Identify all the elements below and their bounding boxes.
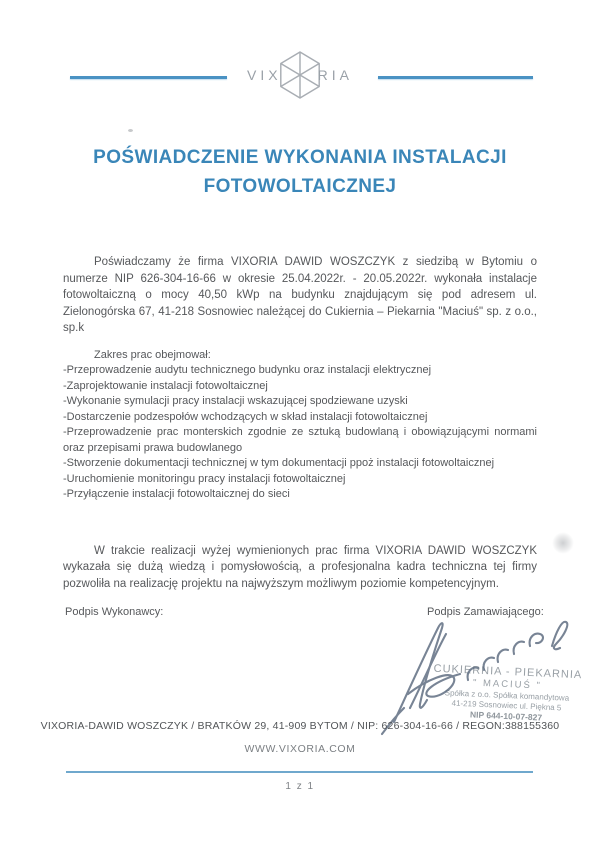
document-title-line1: POŚWIADCZENIE WYKONANIA INSTALACJI xyxy=(93,147,507,168)
stamp-address: 41-219 Sosnowiec ul. Piękna 5 xyxy=(451,698,562,713)
scope-item: -Dostarczenie podzespołów wchodzących w skład instalacji fotowoltaicznej xyxy=(63,410,428,423)
page-number: 1 z 1 xyxy=(285,781,315,792)
vixoria-logo xyxy=(0,50,600,100)
scope-item: -Przyłączenie instalacji fotowoltaicznej do sieci xyxy=(63,488,290,500)
scope-heading: Zakres prac obejmował: xyxy=(94,348,211,361)
footer-rule xyxy=(66,771,533,773)
scope-item: -Wykonanie symulacji pracy instalacji wskazującej spodziewane uzyski xyxy=(63,395,408,407)
scope-item: -Przeprowadzenie audytu technicznego budynku oraz instalacji elektrycznej xyxy=(63,364,432,376)
scope-item: -Przeprowadzenie prac monterskich zgodnie ze sztuką budowlaną i obowiązującymi normami oraz przepisami prawa budowlanego xyxy=(63,426,537,454)
scope-item: -Uruchomienie monitoringu pracy instalacji fotowoltaicznej xyxy=(63,472,346,485)
stamp-company-name: CUKIERNIA - PIEKARNIA xyxy=(433,662,583,682)
intro-paragraph: Poświadczamy że firma VIXORIA DAWID WOSZCZYK z siedzibą w Bytomiu o numerze NIP 626-304-16-66 w okresie 25.04.2022r. - 20.05.2022r. wykonała instalacje fotowoltaiczną o mocy 40,50 kWp na budynku znajdującym się pod adresem ul. Zielonogórska 67, 41-218 Sosnowiec należącej do Cukiernia – Piekarnia "Maciuś" sp. z o.o., sp.k xyxy=(63,256,537,334)
footer-website: WWW.VIXORIA.COM xyxy=(244,743,356,755)
client-signature-label: Podpis Zamawiającego: xyxy=(427,606,544,618)
scan-smudge xyxy=(552,532,574,554)
document-title-line2: FOTOWOLTAICZNEJ xyxy=(203,176,397,197)
logo-text-vix: VIX xyxy=(247,67,282,83)
footer-company-info: VIXORIA-DAWID WOSZCZYK / BRATKÓW 29, 41-909 BYTOM / NIP: 626-304-16-66 / REGON:388155360 xyxy=(40,720,560,732)
contractor-signature-label: Podpis Wykonawcy: xyxy=(65,606,164,618)
scope-item: -Stworzenie dokumentacji technicznej w tym dokumentacji ppoż instalacji fotowoltaicznej xyxy=(63,457,495,469)
stamp-brand-name: " MACIUŚ " xyxy=(472,677,543,692)
document-title xyxy=(0,143,600,201)
hexagon-wireframe-icon xyxy=(276,50,324,100)
header-rule-right xyxy=(378,76,533,79)
stamp-nip: NIP 644-10-07-827 xyxy=(469,709,543,723)
document-body xyxy=(63,254,537,593)
logo-text-ria: RIA xyxy=(317,67,353,83)
stamp-legal-form: Spółka z o.o. Spółka komandytowa xyxy=(444,688,570,703)
scan-speck xyxy=(128,129,133,132)
conclusion-paragraph: W trakcie realizacji wyżej wymienionych prac firma VIXORIA DAWID WOSZCZYK wykazała się dużą wiedzą i pomysłowością, a profesjonalna kadra techniczna tej firmy pozwoliła na realizację projektu na najwyższym możliwym poziomie kompetencyjnym. xyxy=(63,544,537,591)
scope-item: -Zaprojektowanie instalacji fotowoltaicznej xyxy=(63,379,268,392)
